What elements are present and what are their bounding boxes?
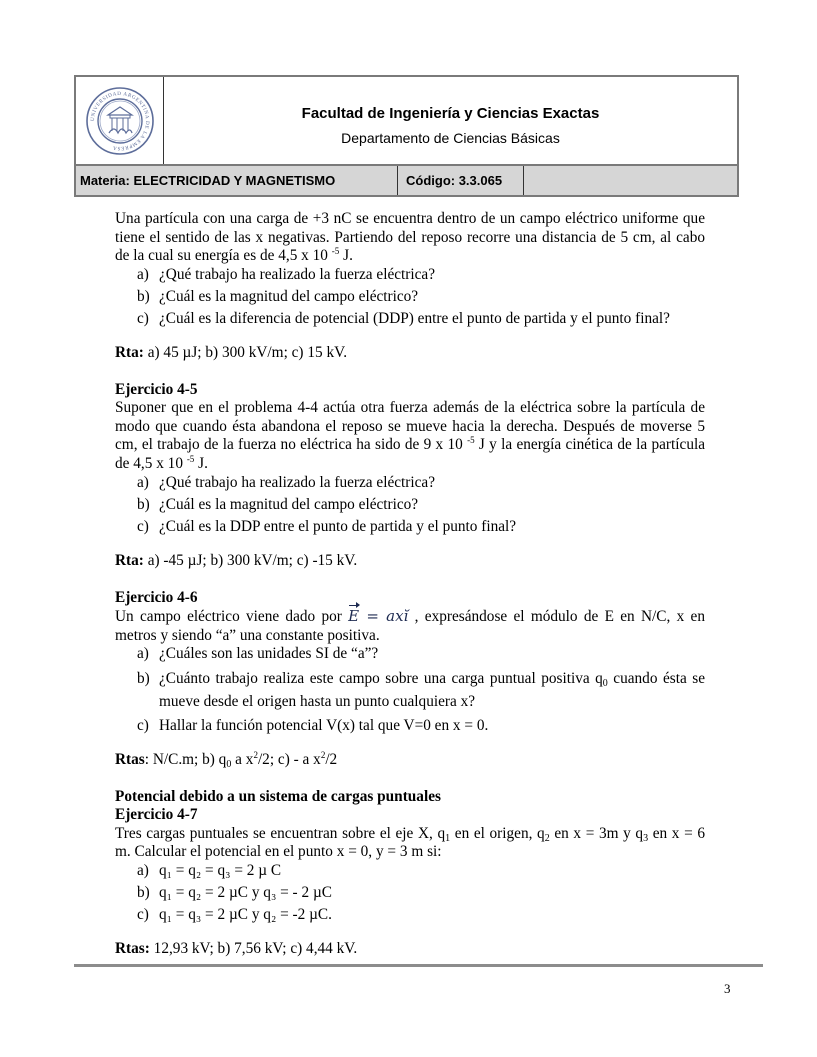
title-cell [164,77,737,164]
exercise-4-7-answer: Rtas: 12,93 kV; b) 7,56 kV; c) 4,44 kV. [115,940,358,958]
question-item: b) ¿Cuál es la magnitud del campo eléctrico? [137,287,419,305]
exercise-4-6-answer: Rtas: N/C.m; b) $q_0$ a $x^2/2$; c) - a $x^2/2$ [115,749,338,770]
exercise-4-5-title: Ejercicio 4-5 [115,380,198,398]
exercise-4-4-statement: Una partícula con una carga de +3 nC se encuentra dentro de un campo eléctrico uniforme que tiene el sentido de las x negativas. Partiendo del reposo recorre una distancia de 5 cm, al cabo de la cual su energía es de 4,5 x 10 $^{-5}$ J. [115,210,705,265]
university-seal-icon [84,85,156,157]
question-item: a) ¿Qué trabajo ha realizado la fuerza eléctrica? [137,473,436,491]
exercise-4-6-questions [115,645,705,735]
footer-divider [74,964,763,967]
case-item: c) q₁ = q₃ = 2 µC y q₂ = -2 µC. [137,906,332,924]
question-item: c) ¿Cuál es la diferencia de potencial (DDP) entre el punto de partida y el punto final? [137,309,670,327]
exercise-4-7-title: Ejercicio 4-7 [115,806,198,824]
header-top-row [76,77,737,166]
empty-cell [524,166,737,195]
document-header-table [74,75,739,197]
exercise-4-5-answer: Rta: a) -45 µJ; b) 300 kV/m; c) -15 kV. [115,551,358,569]
header-info-row [76,166,737,195]
exercise-4-4-questions [115,266,705,329]
question-item: b) ¿Cuánto trabajo realiza este campo sobre una carga puntual positiva $q_0$ cuando ésta se mueve desde el origen hasta un punto cualquiera x? [137,670,705,711]
question-item: a) ¿Qué trabajo ha realizado la fuerza eléctrica? [137,265,436,283]
svg-text:UNIVERSIDAD ARGENTINA DE LA EM: UNIVERSIDAD ARGENTINA DE LA EMPRESA [89,90,150,151]
exercise-4-7-statement: Tres cargas puntuales se encuentran sobre el eje X, $q_1$ en el origen, $q_2$ en x = 3m y $q_3$ en x = 6 m. Calcular el potencial en el punto x = 0, y = 3 m si: [115,824,705,861]
exercise-4-7-cases [115,862,705,925]
exercise-4-5-questions [115,474,705,537]
department-subtitle: Departamento de Ciencias Básicas [341,130,560,146]
faculty-title: Facultad de Ingeniería y Ciencias Exactas [301,105,600,122]
electric-field-formula: E = axĭ [348,607,409,626]
code-cell: Código: 3.3.065 [398,166,524,195]
question-item: c) Hallar la función potencial V(x) tal que V=0 en x = 0. [137,716,489,734]
exercise-4-6-statement: Un campo eléctrico viene dado por E = axĭ , expresándose el módulo de E en N/C, x en metros y siendo “a” una constante positiva. [115,607,705,644]
page-number: 3 [724,981,731,996]
exercise-4-6-title: Ejercicio 4-6 [115,588,198,606]
question-item: c) ¿Cuál es la DDP entre el punto de partida y el punto final? [137,517,517,535]
question-item: b) ¿Cuál es la magnitud del campo eléctrico? [137,495,419,513]
exercise-4-4-answer: Rta: a) 45 µJ; b) 300 kV/m; c) 15 kV. [115,344,348,362]
question-item: a) ¿Cuáles son las unidades SI de “a”? [137,645,379,663]
logo-cell [76,77,164,164]
section-title: Potencial debido a un sistema de cargas puntuales [115,787,441,805]
document-body [115,210,705,959]
subject-cell: Materia: ELECTRICIDAD Y MAGNETISMO [76,166,398,195]
case-item: a) q₁ = q₂ = q₃ = 2 µ C [137,861,282,879]
exercise-4-5-statement: Suponer que en el problema 4-4 actúa otra fuerza además de la eléctrica sobre la partícula de modo que cuando ésta abandona el reposo se mueve hacia la derecha. Después de moverse 5 cm, el trabajo de la fuerza no eléctrica ha sido de 9 x 10 $^{-5}$ J y la energía cinética de la partícula de 4,5 x 10 $^{-5}$ J. [115,399,706,473]
case-item: b) q₁ = q₂ = 2 µC y q₃ = - 2 µC [137,884,332,902]
